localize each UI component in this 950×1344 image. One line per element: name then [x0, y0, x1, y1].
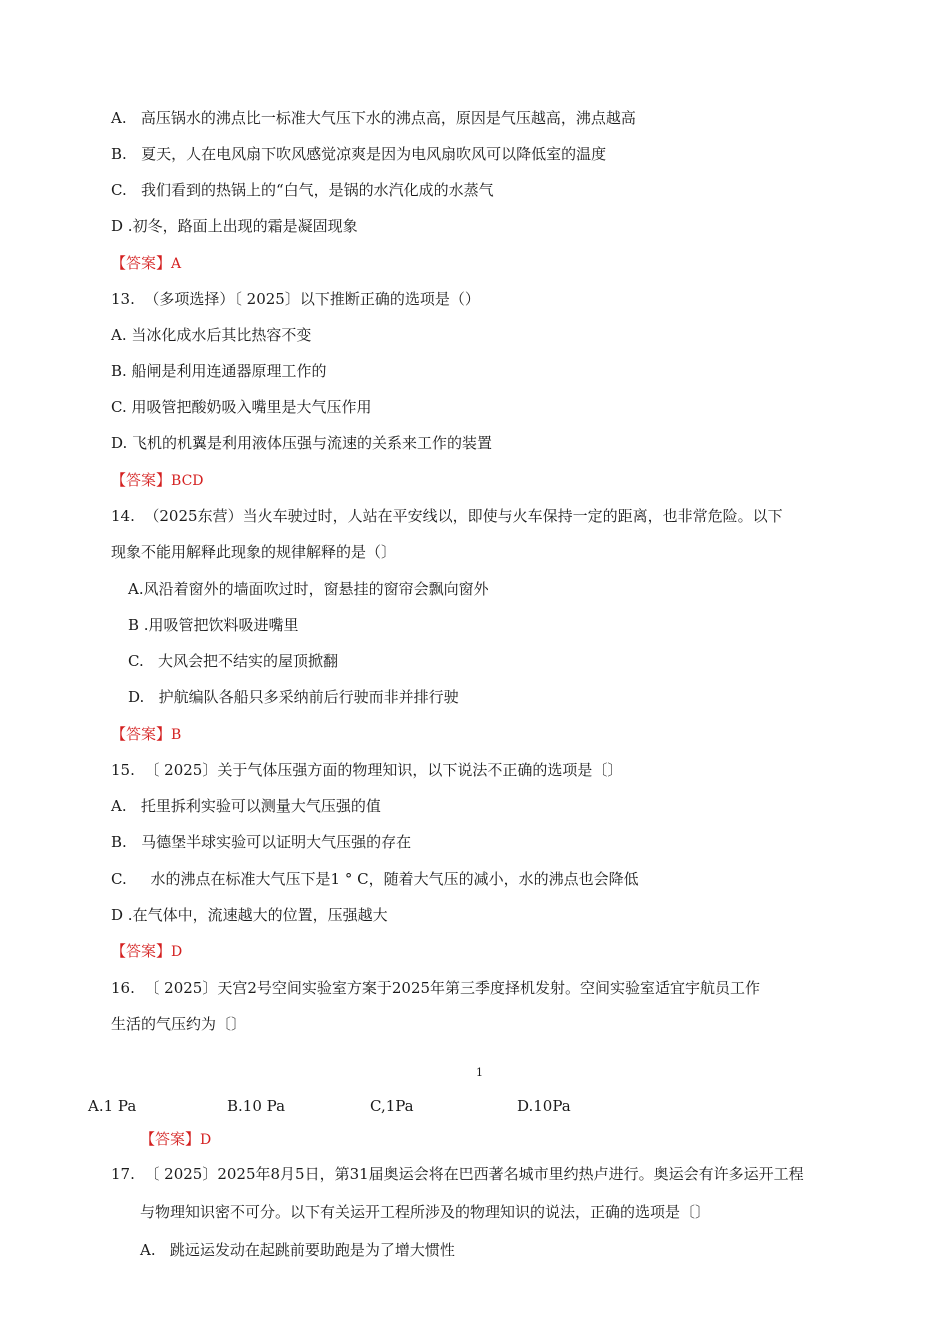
q13-option-d: D. 飞机的机翼是利用液体压强与流速的关系来工作的装置 — [111, 434, 493, 452]
q13-option-c: C. 用吸管把酸奶吸入嘴里是大气压作用 — [111, 398, 372, 416]
q12-option-c: C. 我们看到的热锅上的“白气，是锅的水汽化成的水蒸气 — [111, 181, 494, 199]
q14-option-c: C. 大风会把不结实的屋顶掀翻 — [128, 652, 339, 670]
q13-stem: 13. （多项选择）〔 2025〕以下推断正确的选项是（） — [111, 290, 480, 308]
q12-option-d: D .初冬，路面上出现的霜是凝固现象 — [111, 217, 358, 235]
q16-option-c: C,1Pa — [370, 1097, 414, 1115]
q17-option-a: A. 跳远运发动在起跳前要助跑是为了增大惯性 — [140, 1241, 455, 1259]
answer-value: D — [200, 1132, 212, 1148]
answer-label: 【答案】 — [111, 942, 172, 960]
answer-label: 【答案】 — [140, 1130, 201, 1148]
q16-stem-line2: 生活的气压约为〔〕 — [111, 1015, 247, 1033]
answer-value: D — [171, 944, 183, 960]
q17-stem-line1: 17. 〔 2025〕2025年8月5日，第31届奥运会将在巴西著名城市里约热卢进行。奥运会有许多运开工程 — [111, 1165, 804, 1183]
q16-answer — [140, 1129, 211, 1150]
answer-value: A — [171, 256, 182, 272]
q14-option-a: A.风沿着窗外的墙面吹过时，窗悬挂的窗帘会飘向窗外 — [128, 580, 489, 598]
q14-option-b: B .用吸管把饮料吸进嘴里 — [128, 616, 299, 634]
page-number: 1 — [476, 1066, 483, 1079]
answer-value: B — [171, 727, 182, 743]
q16-stem-line1: 16. 〔 2025〕天宫2号空间实验室方案于2025年第三季度择机发射。空间实验室适宜宇航员工作 — [111, 979, 761, 997]
q15-option-a: A. 托里拆利实验可以测量大气压强的值 — [111, 797, 381, 815]
q14-stem-line2: 现象不能用解释此现象的规律解释的是（〕 — [111, 543, 397, 561]
q15-answer — [111, 941, 182, 962]
q17-stem-line2: 与物理知识密不可分。以下有关运开工程所涉及的物理知识的说法，正确的选项是〔〕 — [140, 1203, 711, 1221]
q15-option-b: B. 马德堡半球实验可以证明大气压强的存在 — [111, 833, 412, 851]
q14-answer — [111, 724, 181, 745]
q15-stem: 15. 〔 2025〕关于气体压强方面的物理知识，以下说法不正确的选项是〔〕 — [111, 761, 623, 779]
q12-option-a: A. 高压锅水的沸点比一标准大气压下水的沸点高，原因是气压越高，沸点越高 — [111, 109, 636, 127]
q16-option-b: B.10 Pa — [227, 1097, 286, 1115]
q13-option-b: B. 船闸是利用连通器原理工作的 — [111, 362, 327, 380]
q14-stem-line1: 14. （2025东营）当火车驶过时，人站在平安线以，即使与火车保持一定的距离，也非常危险。以下 — [111, 507, 783, 525]
answer-label: 【答案】 — [111, 725, 172, 743]
answer-value: BCD — [171, 473, 204, 489]
q14-option-d: D. 护航编队各船只多采纳前后行驶而非并排行驶 — [128, 688, 459, 706]
answer-label: 【答案】 — [111, 471, 172, 489]
q16-option-d: D.10Pa — [517, 1097, 571, 1115]
q16-option-a: A.1 Pa — [88, 1097, 137, 1115]
q13-answer — [111, 470, 204, 491]
q15-option-d: D .在气体中，流速越大的位置，压强越大 — [111, 906, 388, 924]
q15-option-c: C. 水的沸点在标准大气压下是1 ° C，随着大气压的减小，水的沸点也会降低 — [111, 870, 639, 888]
q12-answer — [111, 253, 181, 274]
q13-option-a: A. 当冰化成水后其比热容不变 — [111, 326, 312, 344]
answer-label: 【答案】 — [111, 254, 172, 272]
q12-option-b: B. 夏天，人在电风扇下吹风感觉凉爽是因为电风扇吹风可以降低室的温度 — [111, 145, 607, 163]
